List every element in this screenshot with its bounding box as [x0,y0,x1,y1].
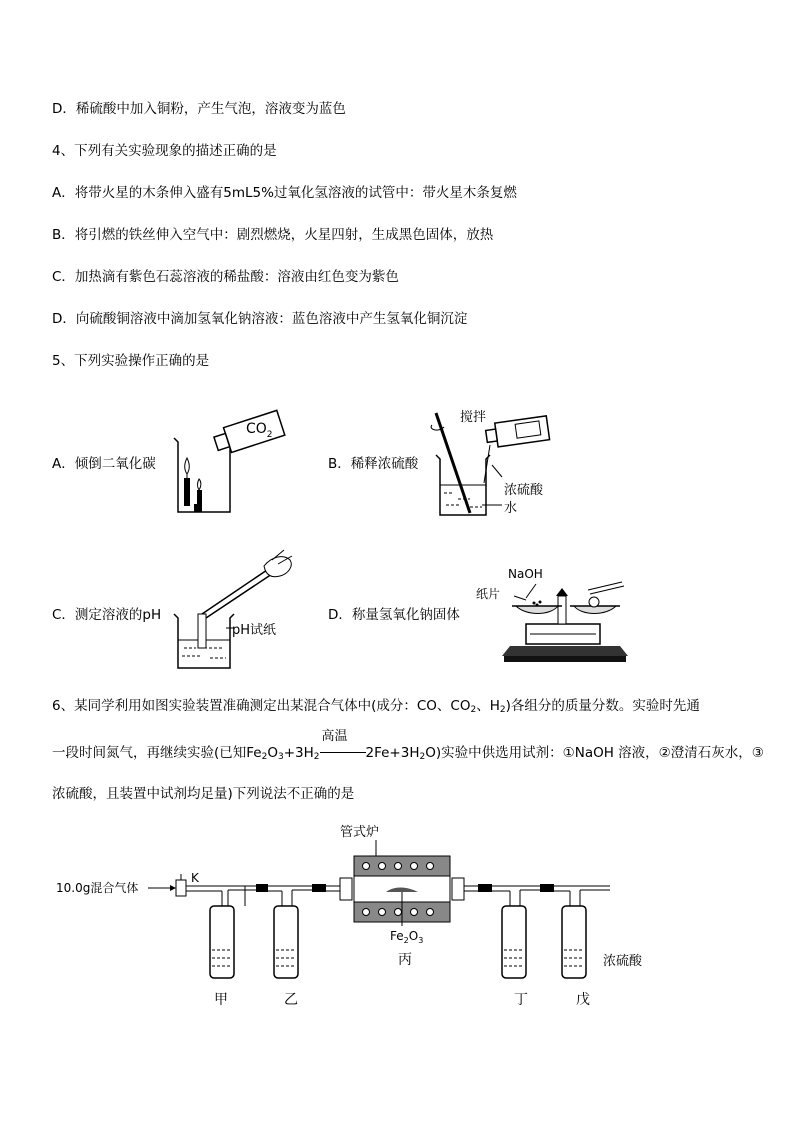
label-bing: 丙 [398,952,412,968]
q4-option-a: A．将带火星的木条伸入盛有5mL5%过氧化氢溶液的试管中：带火星木条复燃 [52,185,517,201]
q5-option-c-label: C．测定溶液的pH [52,607,162,623]
q4-stem: 4、下列有关实验现象的描述正确的是 [52,143,277,159]
bottle-yi [268,884,326,978]
label-wu: 戊 [576,992,590,1008]
ph-paper-label: pH试纸 [232,623,277,638]
valve-label: K [191,871,199,885]
dilute-acid-figure [430,405,570,525]
naoh-label: NaOH [508,567,543,581]
q5-option-a-label: A．倾倒二氧化碳 [52,456,156,472]
q4-option-b: B．将引燃的铁丝伸入空气中：剧烈燃烧，火星四射，生成黑色固体，放热 [52,227,494,243]
acid-label: 浓硫酸 [504,483,544,498]
co2-label: $CO_2$ [246,421,273,440]
label-jia: 甲 [214,992,228,1008]
acid-bottle-label: 浓硫酸 [603,954,643,969]
q6-line-3: 浓硫酸，且装置中试剂均足量)下列说法不正确的是 [52,786,355,802]
q4-option-c: C．加热滴有紫色石蕊溶液的稀盐酸：溶液由红色变为紫色 [52,269,399,285]
q5-option-d-label: D．称量氢氧化钠固体 [328,607,460,623]
bottle-jia [210,884,268,978]
q6-line-1: 6、某同学利用如图实验装置准确测定出某混合气体中(成分：CO、$CO_2$、$H_2$)各组分的质量分数。实验时先通 [52,698,700,715]
apparatus-figure [50,820,660,1010]
tube-furnace [354,840,450,926]
gas-inlet-label: 10.0g混合气体 [56,881,139,895]
bottle-wu [554,886,610,978]
q3-option-d: D．稀硫酸中加入铜粉，产生气泡，溶液变为蓝色 [52,101,346,117]
paper-label: 纸片 [476,587,501,601]
q4-option-d: D．向硫酸铜溶液中滴加氢氧化钠溶液：蓝色溶液中产生氢氧化铜沉淀 [52,311,468,327]
q5-stem: 5、下列实验操作正确的是 [52,353,210,369]
pour-co2-figure [170,408,290,518]
measure-ph-figure [172,548,302,672]
fe2o3-label: $Fe_2O_3$ [390,929,424,945]
q6-line-2: 一段时间氮气，再继续实验(已知$Fe_2O_3+3H_2$ 高温 $2Fe+3H_2O$)实验中供选用试剂：①NaOH 溶液，②澄清石灰水，③ [52,729,764,762]
water-label: 水 [504,501,518,516]
label-ding: 丁 [514,992,528,1008]
furnace-label: 管式炉 [340,825,380,840]
stir-label: 搅拌 [460,410,487,425]
q5-option-b-label: B．稀释浓硫酸 [328,456,419,472]
bottle-ding [492,884,554,978]
label-yi: 乙 [284,992,298,1008]
reaction-arrow: 高温 [320,744,366,762]
weigh-naoh-figure [470,562,640,666]
